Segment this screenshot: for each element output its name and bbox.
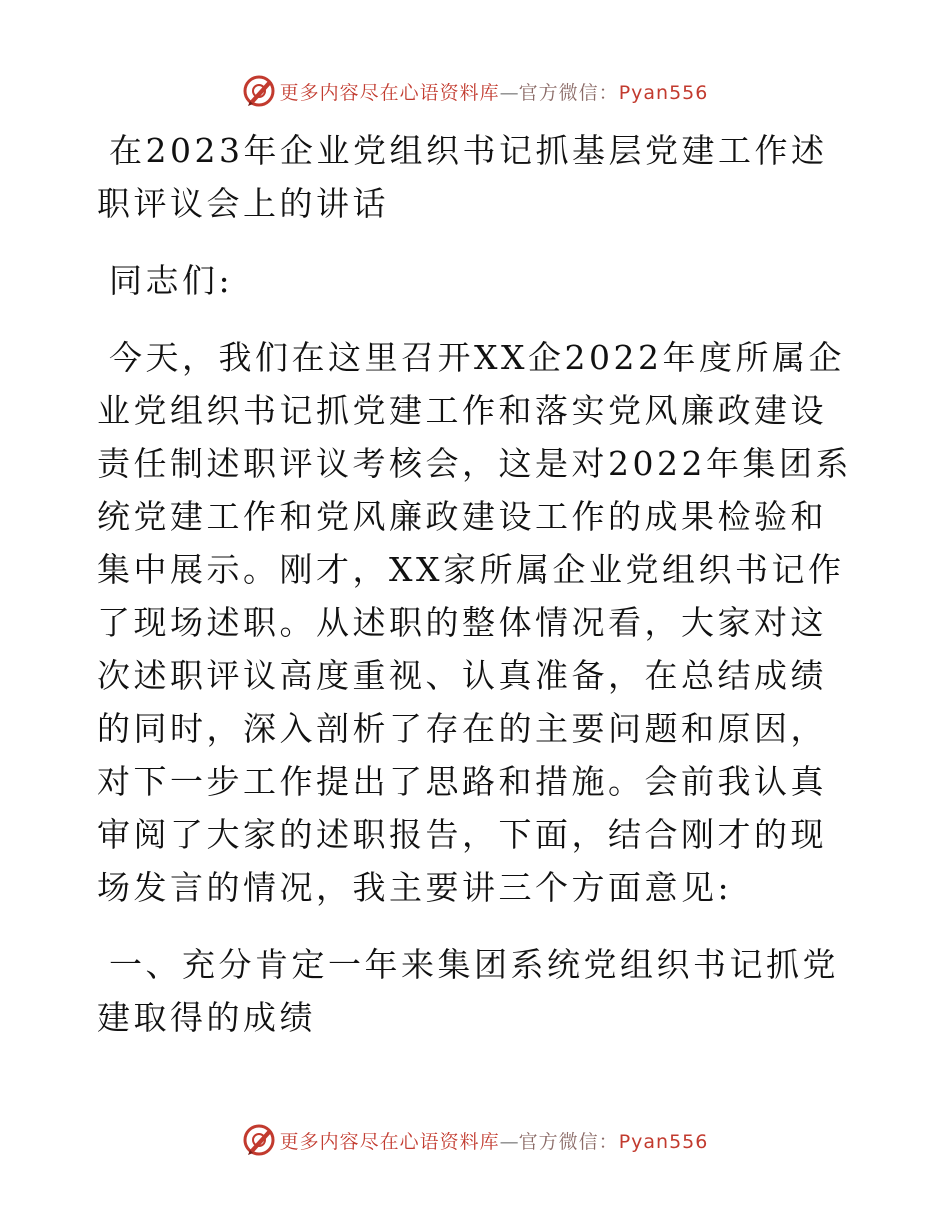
greeting: 同志们: <box>109 261 234 300</box>
banner-separator: — <box>499 81 519 104</box>
banner-text <box>280 1127 709 1154</box>
document-title: 在2023年企业党组织书记抓基层党建工作述职评议会上的讲话 <box>97 131 828 223</box>
banner-text <box>280 78 709 105</box>
paragraph-1: 今天，我们在这里召开XX企2022年度所属企业党组织书记抓党建工作和落实党风廉政建设责任制述职评议考核会，这是对2022年集团系统党建工作和党风廉政建设工作的成果检验和集中展示。刚才，XX家所属企业党组织书记作了现场述职。从述职的整体情况看，大家对这次述职评议高度重视、认真准备，在总结成绩的同时，深入剖析了存在的主要问题和原因，对下一步工作提出了思路和措施。会前我认真审阅了大家的述职报告，下面，结合刚才的现场发言的情况，我主要讲三个方面意见: <box>97 338 852 907</box>
banner-wechat-id: Pyan556 <box>618 1130 709 1153</box>
pen-circle-logo-icon <box>242 74 276 108</box>
banner-official-label: 官方微信： <box>518 81 619 104</box>
banner-main-text: 更多内容尽在心语资料库 <box>279 1130 500 1153</box>
section-1-heading: 一、充分肯定一年来集团系统党组织书记抓党建取得的成绩 <box>97 945 839 1037</box>
footer-banner <box>0 1122 950 1158</box>
banner-official-label: 官方微信： <box>518 1130 619 1153</box>
banner-wechat-id: Pyan556 <box>618 81 709 104</box>
document-body <box>97 124 862 1044</box>
header-banner <box>0 73 950 109</box>
banner-main-text: 更多内容尽在心语资料库 <box>279 81 500 104</box>
pen-circle-logo-icon <box>242 1123 276 1157</box>
banner-separator: — <box>499 1130 519 1153</box>
